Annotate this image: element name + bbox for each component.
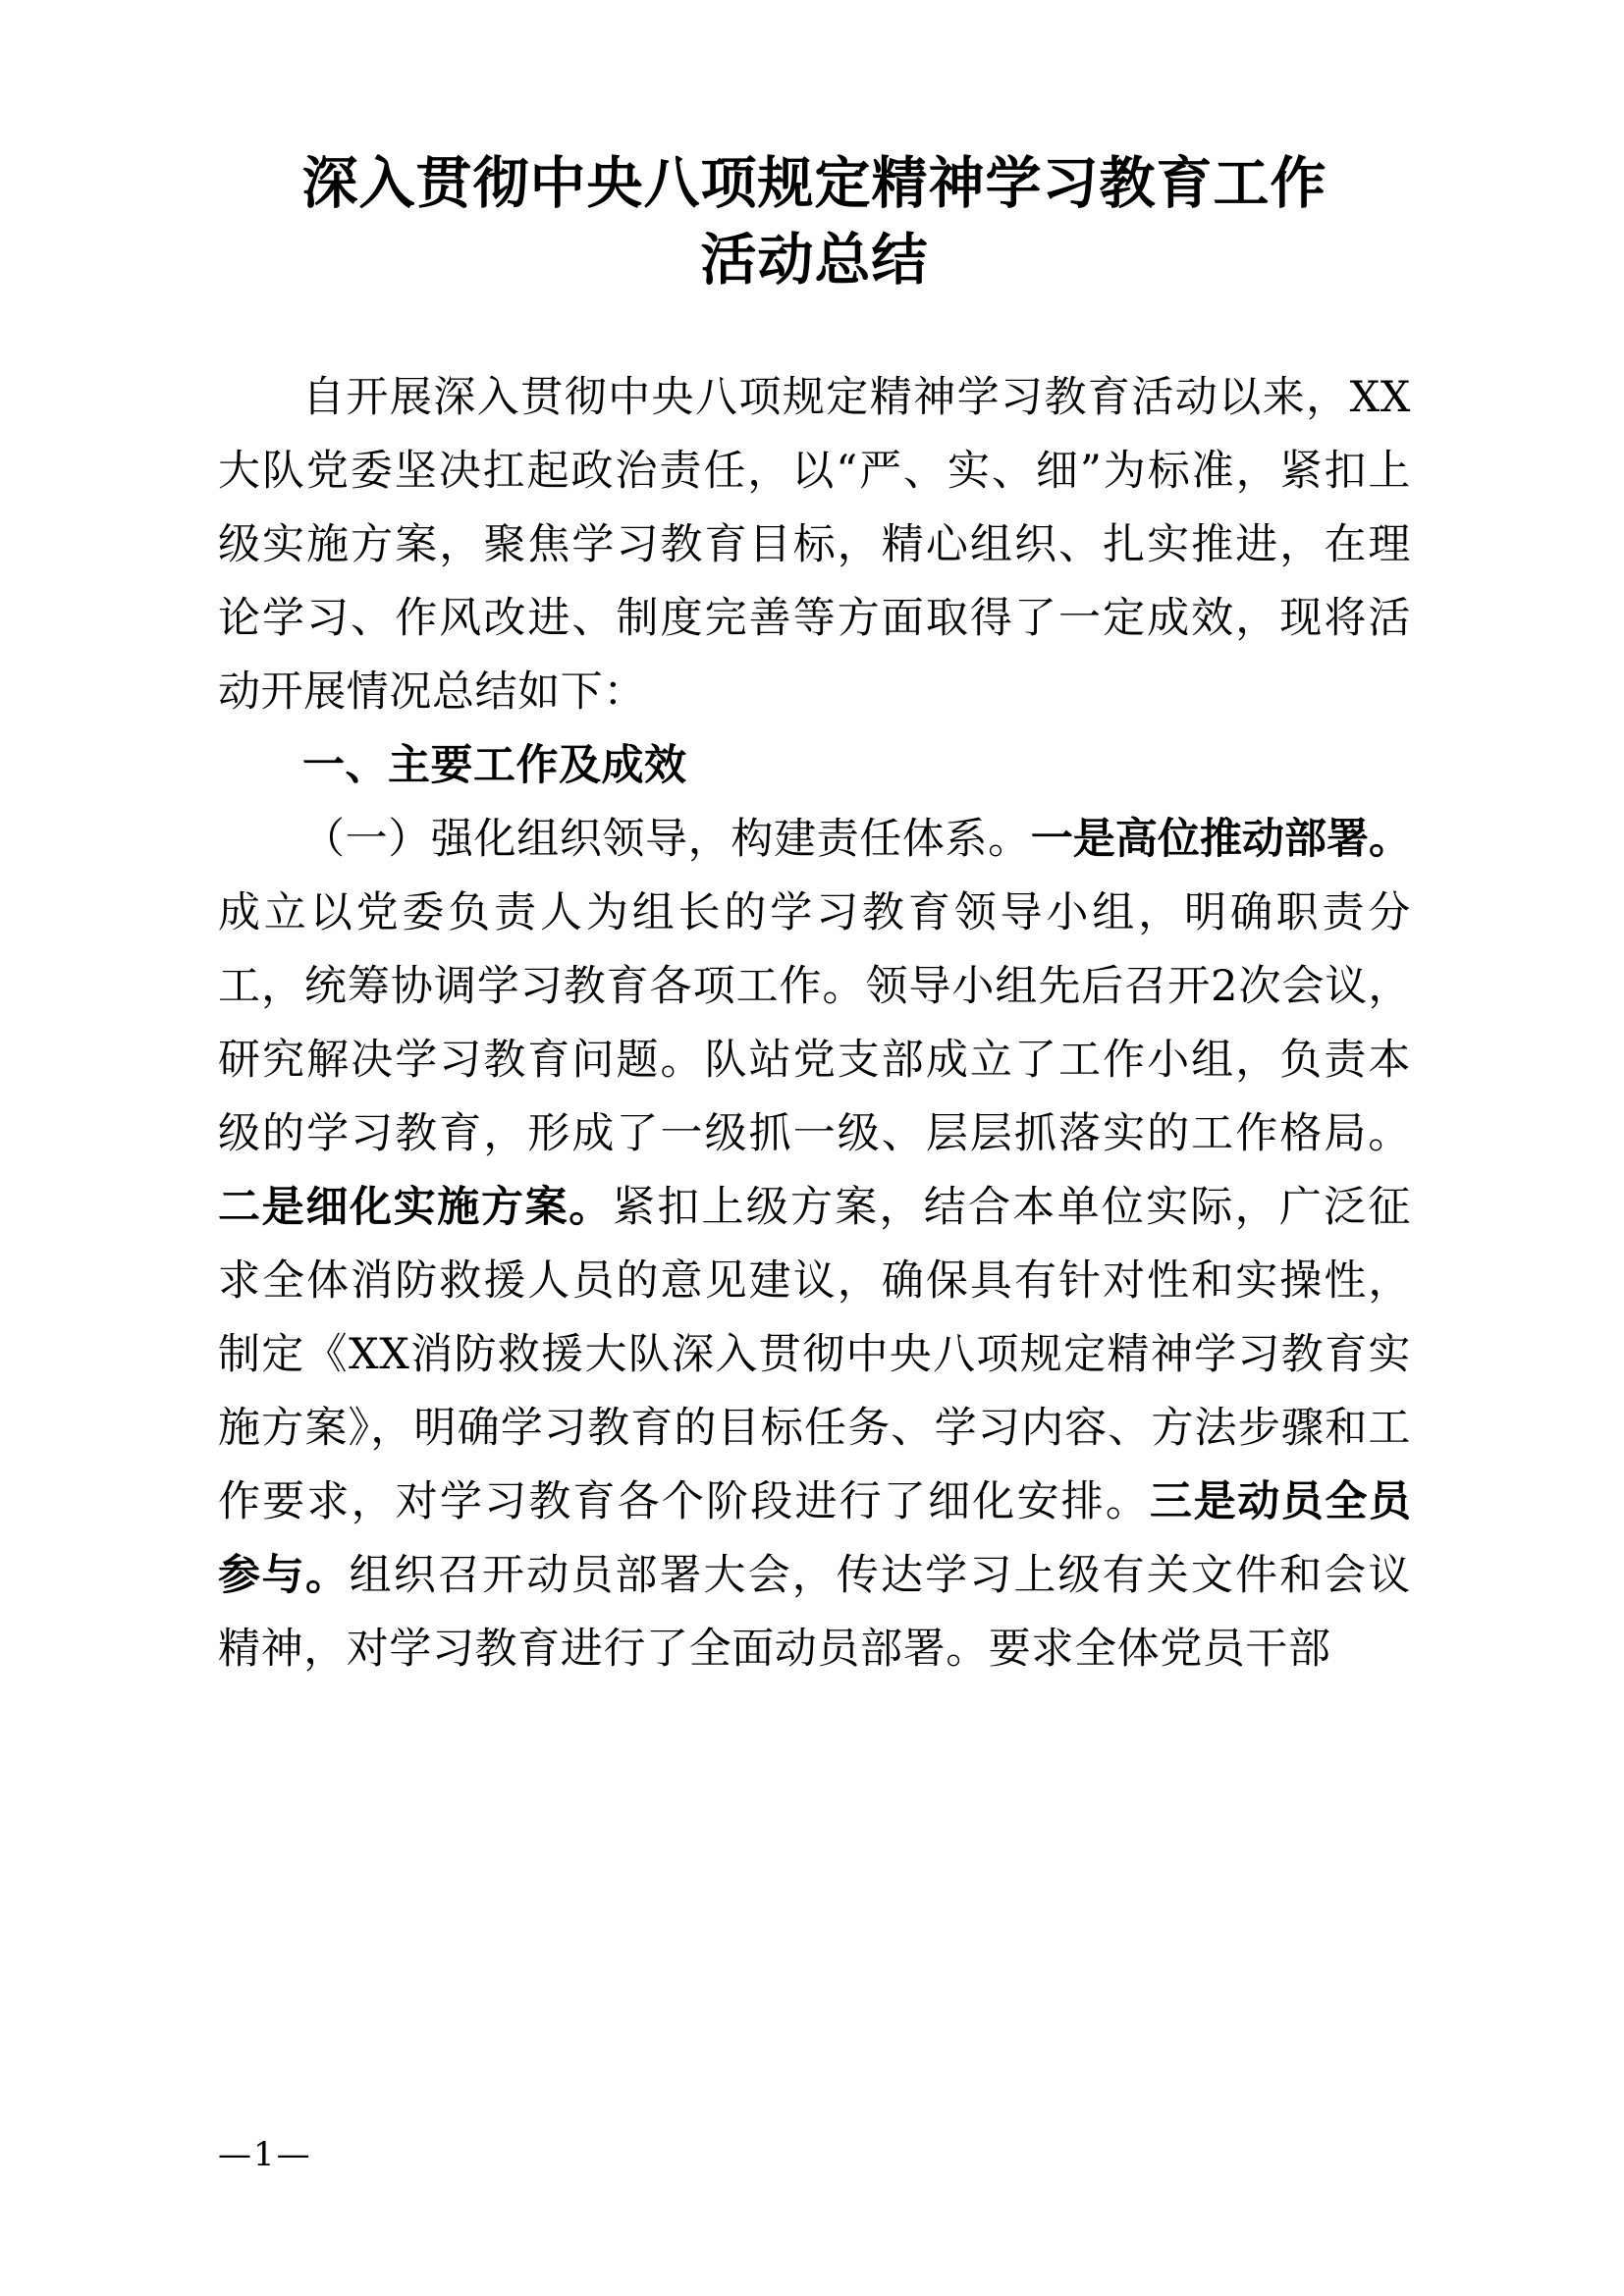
plain-run-3: 组织召开动员部署大会，传达学习上级有关文件和会议精神，对学习教育进行了全面动员部署。要求全体党员干部 — [218, 1551, 1412, 1674]
plain-run-1: 成立以党委负责人为组长的学习教育领导小组，明确职责分工，统筹协调学习教育各项工作。领导小组先后召开2次会议，研究解决学习教育问题。队站党支部成立了工作小组，负责本级的学习教育，形成了一级抓一级、层层抓落实的工作格局。 — [218, 888, 1411, 1158]
bold-run-2: 二是细化实施方案。 — [218, 1183, 613, 1232]
document-body — [218, 361, 1411, 1686]
intro-paragraph: 自开展深入贯彻中央八项规定精神学习教育活动以来，XX大队党委坚决扛起政治责任，以“严、实、细”为标准，紧扣上级实施方案，聚焦学习教育目标，精心组织、扎实推进，在理论学习、作风改进、制度完善等方面取得了一定成效，现将活动开展情况总结如下： — [218, 373, 1411, 717]
page-number-footer: —1— — [218, 2135, 312, 2174]
document-title — [218, 145, 1411, 298]
document-title-line-2: 活动总结 — [700, 227, 929, 293]
document-title-line-1: 深入贯彻中央八项规定精神学习教育工作 — [301, 150, 1327, 216]
bold-run-1: 一是高位推动部署。 — [1030, 815, 1412, 864]
plain-run-2: 紧扣上级方案，结合本单位实际，广泛征求全体消防救援人员的意见建议，确保具有针对性和实操性，制定《XX消防救援大队深入贯彻中央八项规定精神学习教育实施方案》，明确学习教育的目标任务、学习内容、方法步骤和工作要求，对学习教育各个阶段进行了细化安排。 — [218, 1183, 1411, 1526]
bold-run-3: 三是动员全员参与。 — [218, 1477, 1411, 1600]
subsection-paragraph-1-1 — [218, 803, 1411, 1686]
subsection-lead-text: （一）强化组织领导，构建责任体系。 — [302, 815, 1031, 864]
section-heading-1: 一、主要工作及成效 — [302, 742, 687, 789]
page-content — [218, 145, 1411, 1686]
